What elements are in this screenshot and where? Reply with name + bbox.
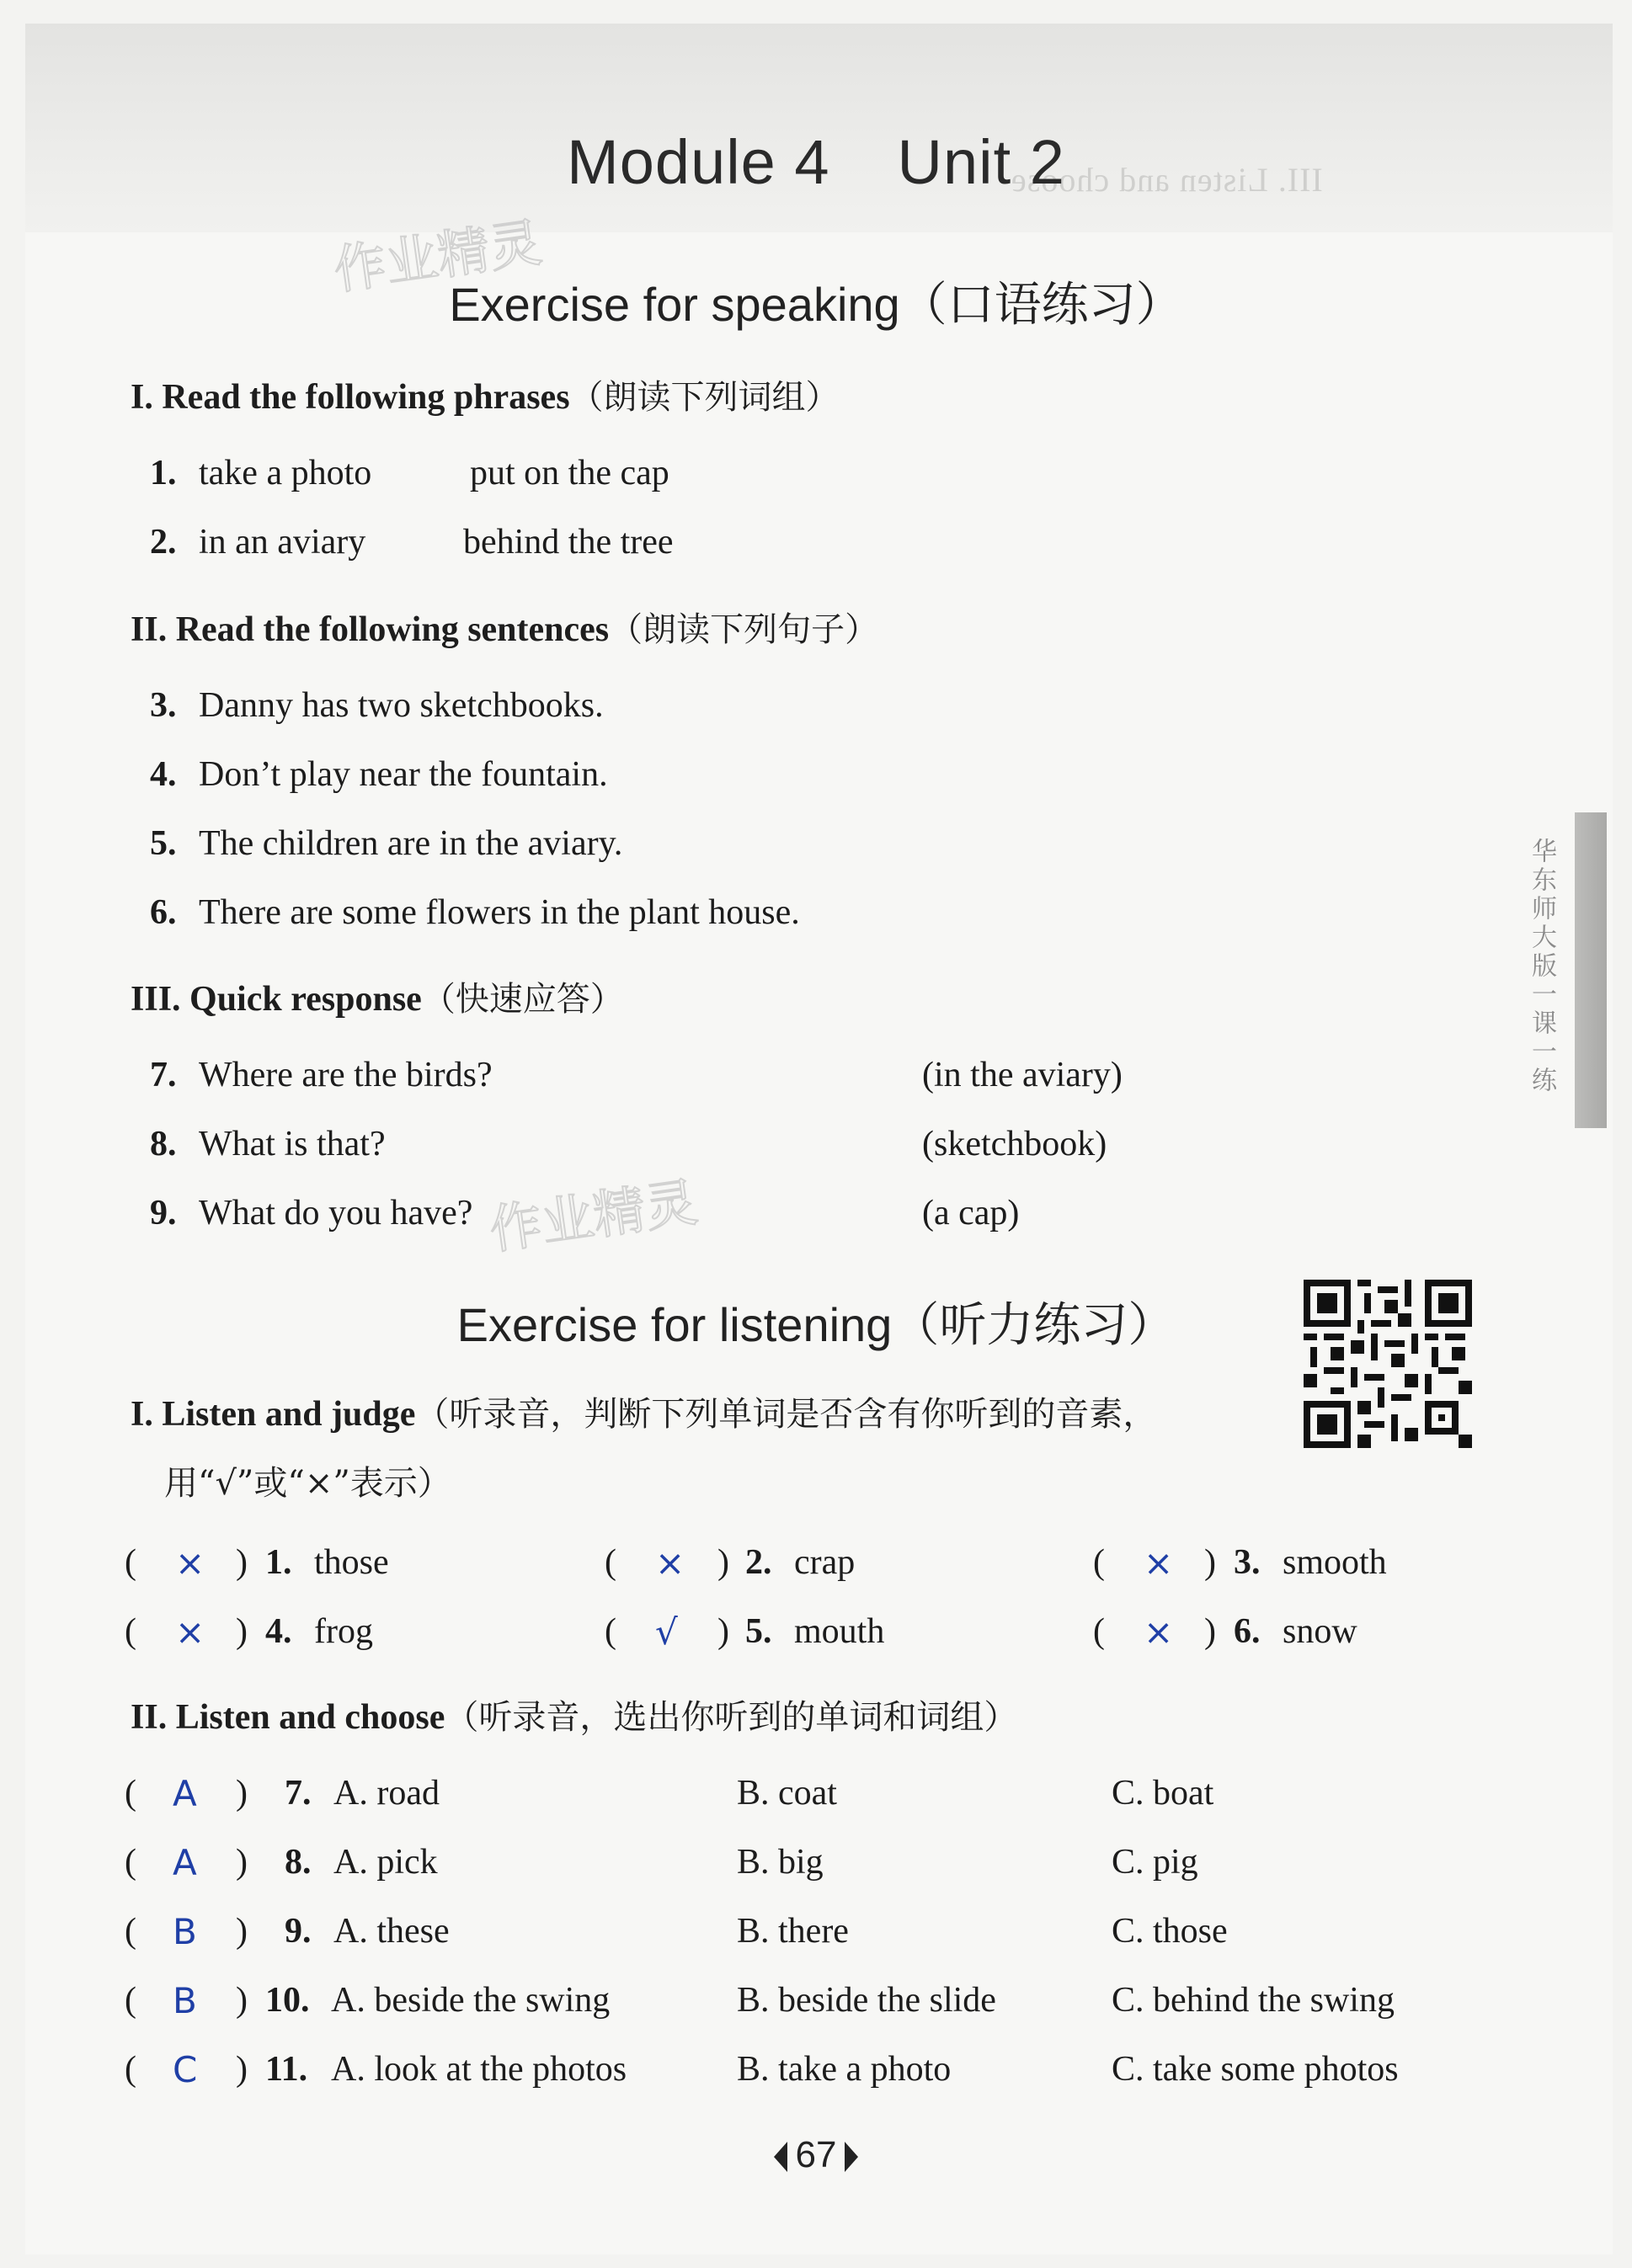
heading-text: II. Read the following sentences [131,610,610,649]
section-heading [131,1387,1156,1435]
item-number: 1. [150,454,177,492]
option-b: B. coat [737,1774,837,1813]
item-number: 4. [265,1612,292,1651]
list-item [1234,1611,1357,1652]
section-heading [131,603,878,651]
option-a: A. beside the swing [331,1981,611,2020]
list-item [285,1911,450,1951]
sentence: Don’t play near the fountain. [199,755,608,794]
option-b: B. take a photo [737,2050,952,2089]
question: Where are the birds? [199,1056,493,1094]
item-number: 2. [745,1543,772,1582]
word: smooth [1283,1543,1387,1582]
option-c: C. boat [1112,1774,1214,1813]
response-hint: (a cap) [922,1194,1020,1232]
section-heading [131,1690,1017,1738]
item-number: 4. [150,755,177,794]
section-heading [131,370,840,418]
heading-cn: 用“√”或“×”表示） [164,1464,451,1503]
option-a: A. road [333,1774,440,1813]
option-a: A. pick [333,1843,438,1882]
side-label: 华东师大版一课一练 [1527,838,1556,1095]
answer-mark: × [175,1611,205,1653]
list-item [745,1542,855,1583]
answer-bracket: ( [125,1843,136,1882]
answer-mark: × [655,1542,685,1584]
answer-choice: B [173,1911,197,1952]
answer-bracket: ( [125,1543,136,1582]
answer-choice: A [173,1842,197,1883]
answer-mark: × [175,1542,205,1584]
list-item [745,1611,884,1652]
list-item [150,1055,493,1095]
option-b: B. big [737,1843,824,1882]
answer-bracket: ( [605,1612,616,1651]
answer-mark: √ [655,1611,678,1653]
list-item [150,453,371,493]
page-title [0,126,1632,198]
item-number: 2. [150,523,177,562]
item-number: 5. [150,824,177,863]
answer-bracket: ( [125,1612,136,1651]
response-hint: (sketchbook) [922,1125,1107,1163]
answer-bracket: ) [717,1612,729,1651]
answer-mark: × [1144,1542,1174,1584]
response-hint: (in the aviary) [922,1056,1123,1094]
triangle-left-icon [774,2142,787,2172]
page-number [0,2134,1632,2176]
list-item [150,1193,472,1233]
option-a: A. these [333,1912,450,1951]
word: snow [1283,1612,1357,1651]
speaking-section-title: Exercise for speaking（口语练习） [449,278,1183,331]
answer-mark: × [1144,1611,1174,1653]
phrase: put on the cap [470,454,669,492]
side-tab [1575,812,1607,1128]
heading-text: I. Read the following phrases [131,378,570,417]
list-item [265,1980,610,2020]
item-number: 5. [745,1612,772,1651]
answer-choice: B [173,1980,197,2021]
answer-bracket: ) [236,2050,248,2089]
word: those [314,1543,389,1582]
word: crap [794,1543,856,1582]
item-number: 6. [150,893,177,932]
item-number: 8. [285,1843,312,1882]
phrase: in an aviary [199,523,366,562]
option-c: C. behind the swing [1112,1981,1395,2020]
answer-bracket: ) [236,1543,248,1582]
list-item [150,823,622,864]
item-number: 9. [150,1194,177,1232]
watermark: 作业精灵 [485,1171,701,1261]
list-item [285,1773,440,1813]
item-number: 9. [285,1912,312,1951]
question: What do you have? [199,1194,473,1232]
sentence: Danny has two sketchbooks. [199,686,604,725]
option-b: B. there [737,1912,849,1951]
heading-cn: （听录音，选出你听到的单词和词组） [445,1698,1018,1737]
answer-bracket: ( [1093,1612,1105,1651]
item-number: 11. [265,2050,308,2089]
word: frog [314,1612,373,1651]
triangle-right-icon [845,2142,858,2172]
answer-bracket: ) [236,1981,248,2020]
list-item [150,1124,386,1164]
word: mouth [794,1612,885,1651]
answer-bracket: ( [125,1774,136,1813]
answer-bracket: ) [236,1612,248,1651]
option-a: A. look at the photos [331,2050,627,2089]
list-item [1234,1542,1387,1583]
answer-bracket: ) [236,1912,248,1951]
answer-choice: A [173,1773,197,1814]
question: What is that? [199,1125,386,1163]
answer-bracket: ( [125,1912,136,1951]
heading-text: I. Listen and judge [131,1395,416,1434]
answer-bracket: ( [125,1981,136,2020]
list-item [265,1611,373,1652]
heading-cn: （快速应答） [421,980,624,1019]
section-heading-continued [164,1456,451,1504]
heading-cn: （朗读下列词组） [569,378,840,417]
watermark: 作业精灵 [329,211,546,301]
item-number: 7. [150,1056,177,1094]
item-number: 7. [285,1774,312,1813]
list-item [265,1542,389,1583]
list-item [265,2049,627,2090]
answer-choice: C [173,2049,198,2090]
heading-text: II. Listen and choose [131,1698,445,1737]
heading-text: III. Quick response [131,980,422,1019]
answer-bracket: ( [1093,1543,1105,1582]
phrase: behind the tree [463,523,674,562]
phrase: take a photo [199,454,372,492]
answer-bracket: ) [236,1774,248,1813]
option-b: B. beside the slide [737,1981,996,2020]
option-c: C. pig [1112,1843,1198,1882]
bleed-through-text: III. Listen and choose [1011,161,1323,199]
module-label: Module 4 [567,127,830,197]
list-item [150,754,608,795]
list-item [150,685,604,726]
item-number: 3. [150,686,177,725]
listening-section-title: Exercise for listening（听力练习） [456,1298,1176,1351]
answer-bracket: ) [236,1843,248,1882]
answer-bracket: ) [717,1543,729,1582]
option-c: C. take some photos [1112,2050,1399,2089]
answer-bracket: ( [605,1543,616,1582]
page-number-text: 67 [795,2134,837,2175]
option-c: C. those [1112,1912,1228,1951]
unit-label: Unit 2 [897,127,1065,197]
item-number: 10. [265,1981,310,2020]
heading-cn: （听录音，判断下列单词是否含有你听到的音素， [415,1395,1157,1434]
section-heading [131,972,624,1020]
answer-bracket: ) [1204,1612,1216,1651]
item-number: 1. [265,1543,292,1582]
list-item [150,522,365,562]
item-number: 6. [1234,1612,1261,1651]
list-item [150,892,800,933]
list-item [285,1842,438,1882]
sentence: There are some flowers in the plant house. [199,893,800,932]
answer-bracket: ( [125,2050,136,2089]
heading-cn: （朗读下列句子） [609,610,879,649]
item-number: 8. [150,1125,177,1163]
sentence: The children are in the aviary. [199,824,623,863]
qr-code-icon[interactable] [1304,1280,1472,1448]
item-number: 3. [1234,1543,1261,1582]
answer-bracket: ) [1204,1543,1216,1582]
